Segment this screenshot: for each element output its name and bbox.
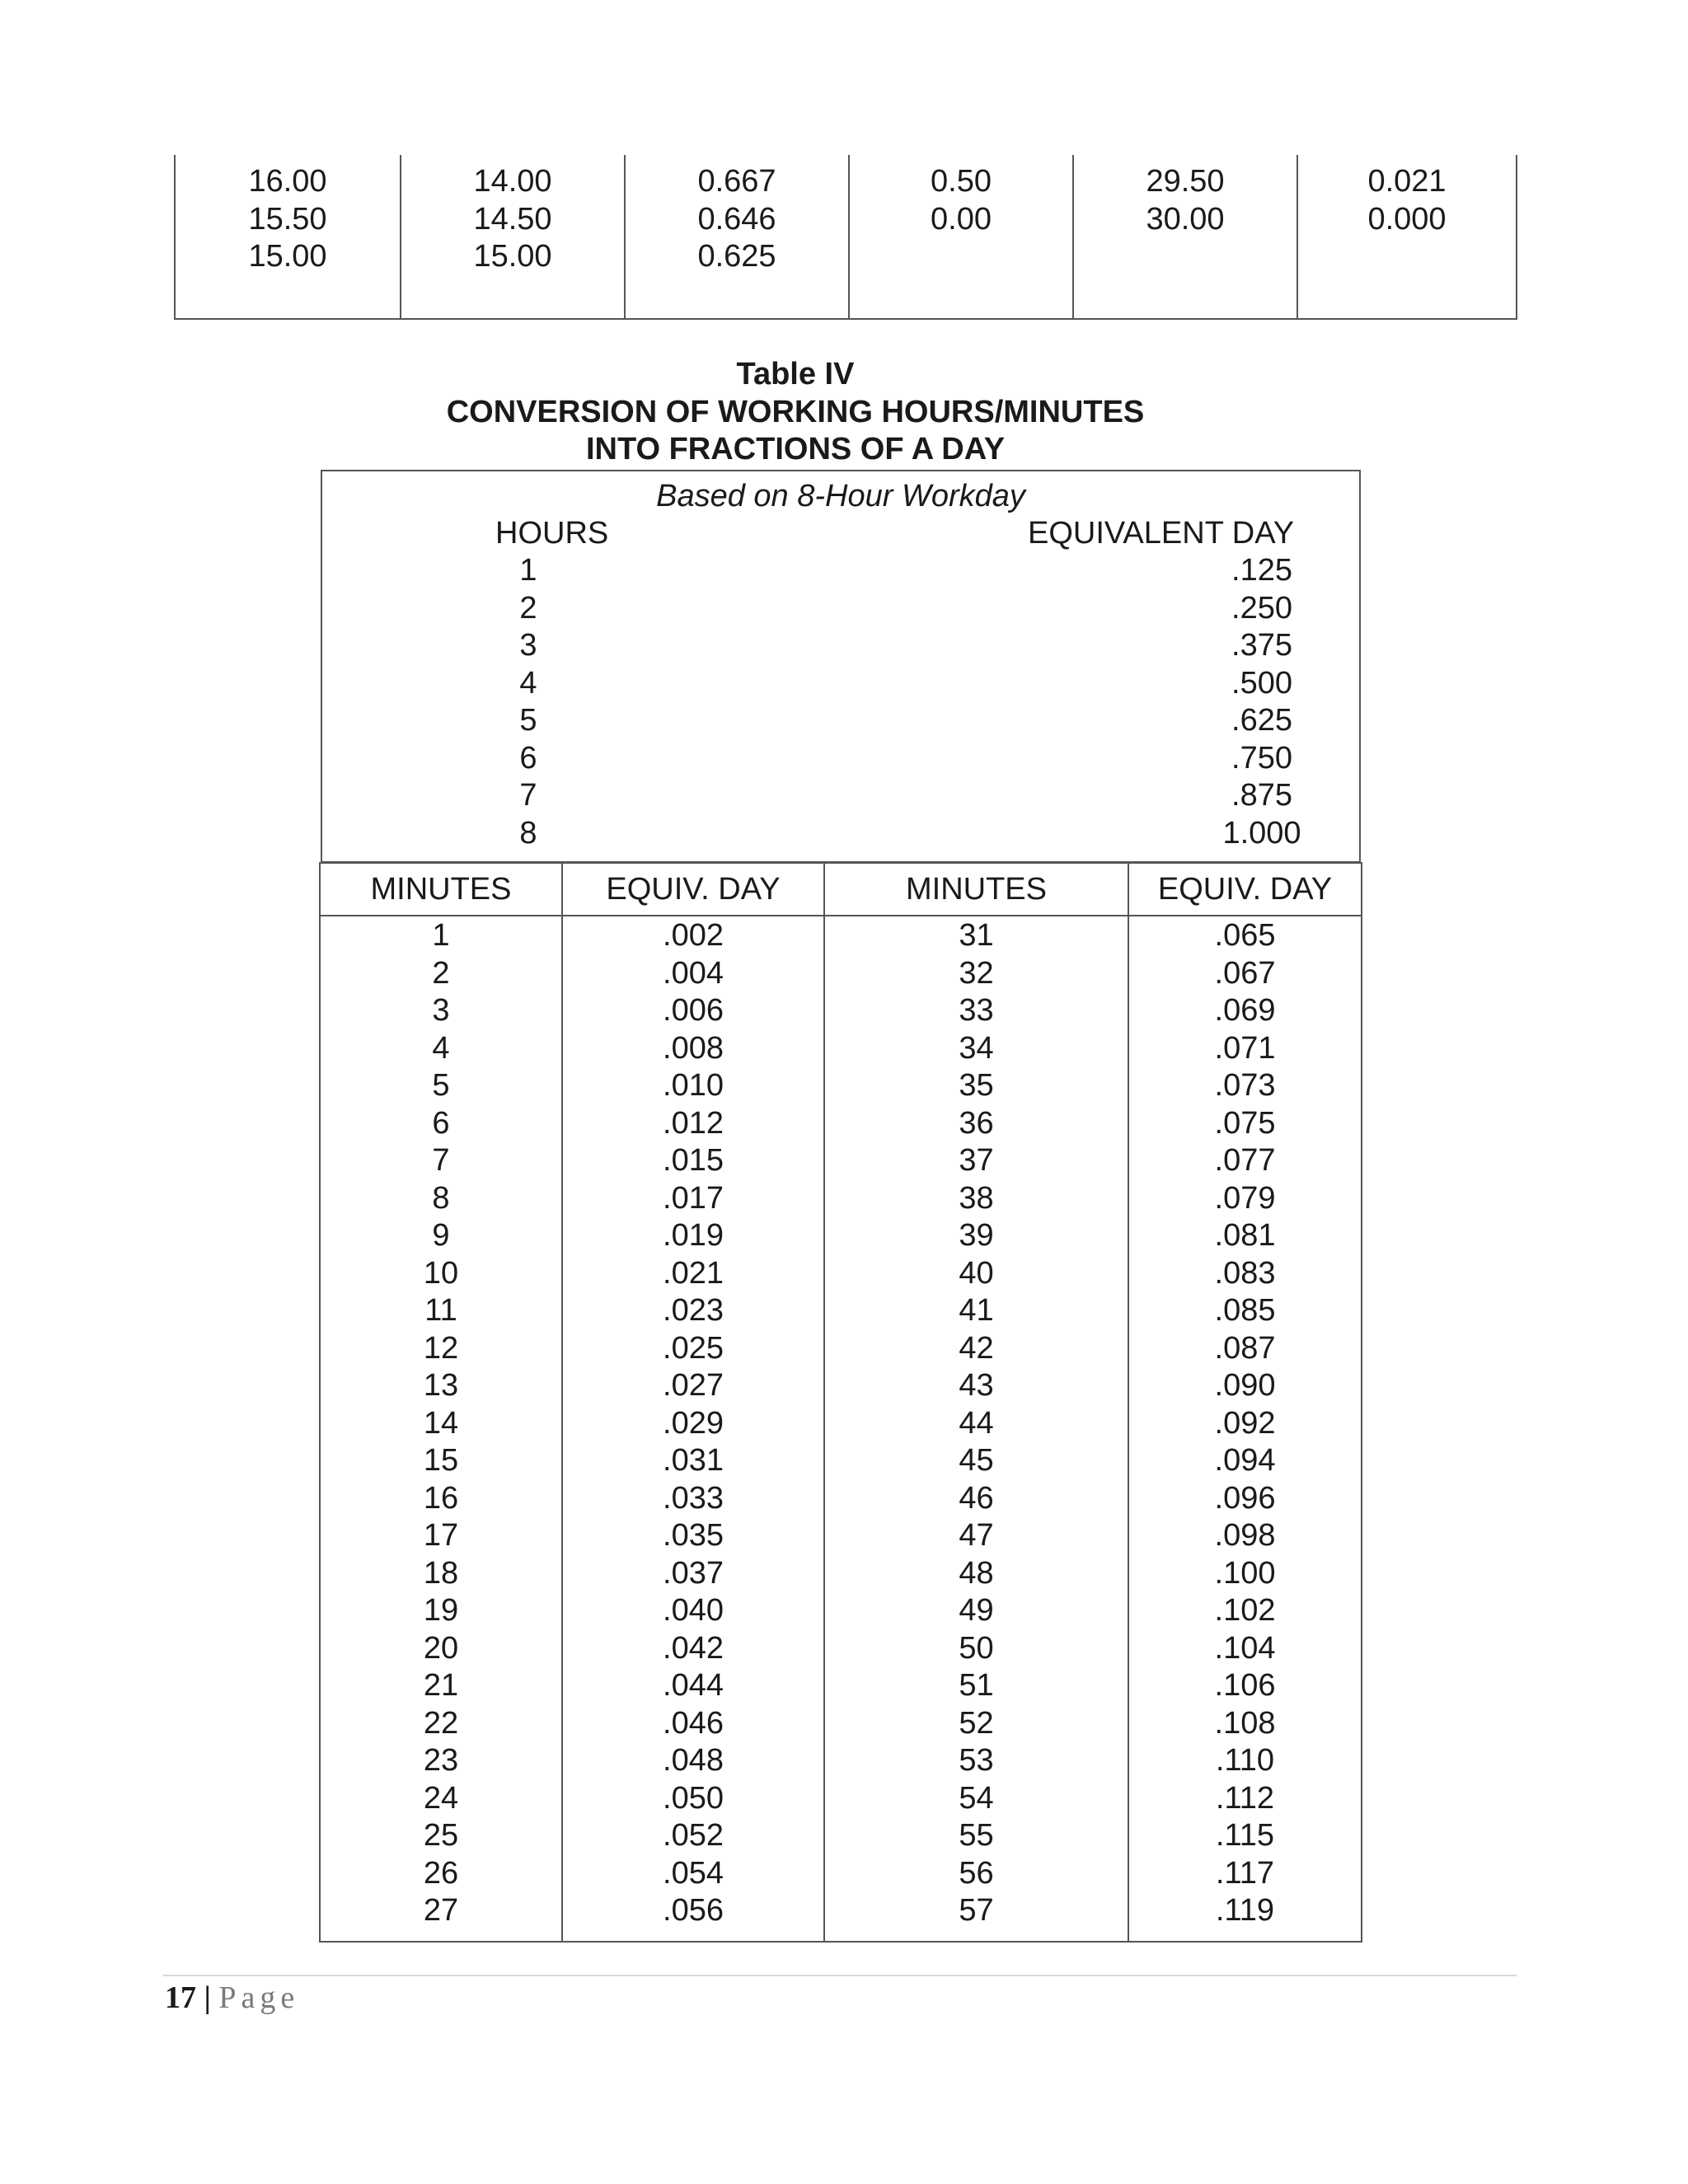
equiv-right-column-cell: .077: [1214, 1143, 1276, 1178]
equiv-right-column-cell: .075: [1214, 1105, 1276, 1141]
minutes-table-body: [321, 916, 1361, 1941]
equiv-right-column-cell: .115: [1215, 1818, 1275, 1853]
minutes-right-column-cell: 41: [959, 1293, 994, 1328]
minutes-left-column-cell: 16: [423, 1480, 459, 1516]
equiv-left-column: [561, 916, 823, 1941]
equiv-right-column-cell: .119: [1215, 1893, 1275, 1928]
minutes-right-column-cell: 46: [959, 1480, 994, 1516]
equiv-left-column-cell: .015: [663, 1143, 724, 1178]
equiv-left-column-cell: .046: [663, 1705, 724, 1741]
top-col-3-cell: 0.667: [697, 164, 776, 199]
minutes-left-column-cell: 13: [423, 1368, 459, 1403]
hours-column-cell: 7: [519, 778, 537, 813]
top-col-6-cell: 0.021: [1367, 164, 1447, 199]
equiv-right-column-cell: .081: [1214, 1218, 1276, 1253]
equiv-right-column-cell: .067: [1214, 955, 1276, 991]
hours-equivalent-column: [1204, 552, 1320, 852]
top-col-2-cell: 15.00: [473, 239, 552, 274]
equiv-left-column-cell: .037: [663, 1555, 724, 1591]
minutes-right-column-cell: 42: [959, 1330, 994, 1366]
top-col-6-cell: 0.000: [1367, 201, 1447, 237]
minutes-left-column-cell: 18: [423, 1555, 459, 1591]
equiv-left-column-cell: .021: [663, 1255, 724, 1291]
top-col-6: [1296, 155, 1516, 318]
equiv-left-column-cell: .010: [663, 1068, 724, 1103]
equiv-right-column-cell: .094: [1214, 1443, 1276, 1478]
minutes-right-column-cell: 33: [959, 993, 994, 1028]
hours-column-cell: 2: [519, 590, 537, 626]
equiv-right-column-cell: .098: [1214, 1518, 1276, 1553]
equiv-right-column-cell: .104: [1214, 1630, 1276, 1666]
equiv-left-column-cell: .042: [663, 1630, 724, 1666]
minutes-right-column-cell: 36: [959, 1105, 994, 1141]
hours-equivalent-column-cell: .625: [1231, 703, 1292, 738]
hours-column-cell: 1: [519, 553, 537, 588]
minutes-right-column-cell: 44: [959, 1405, 994, 1441]
page-number: 17: [165, 1980, 196, 2015]
hours-column-cell: 4: [519, 665, 537, 701]
equiv-right-column-cell: .106: [1214, 1668, 1276, 1703]
table-number: Table IV: [736, 357, 855, 391]
equiv-right-column-cell: .112: [1215, 1780, 1275, 1816]
top-col-2-cell: 14.00: [473, 164, 552, 199]
footer-separator: |: [196, 1980, 219, 2015]
equiv-right-column-cell: .096: [1214, 1480, 1276, 1516]
header-minutes-right: MINUTES: [823, 864, 1128, 915]
equiv-right-column-cell: .073: [1214, 1068, 1276, 1103]
minutes-left-column-cell: 12: [423, 1330, 459, 1366]
minutes-right-column-cell: 51: [959, 1668, 994, 1703]
equiv-left-column-cell: .019: [663, 1218, 724, 1253]
equiv-left-column-cell: .056: [663, 1893, 724, 1928]
minutes-left-column-cell: 20: [423, 1630, 459, 1666]
hours-column-cell: 5: [519, 703, 537, 738]
equiv-left-column-cell: .006: [663, 993, 724, 1028]
minutes-right-column-cell: 56: [959, 1855, 994, 1891]
hours-column-cell: 6: [519, 740, 537, 776]
minutes-left-column-cell: 21: [423, 1668, 459, 1703]
top-col-4-cell: 0.50: [931, 164, 992, 199]
header-minutes-left: MINUTES: [370, 871, 512, 907]
equiv-left-column-cell: .027: [663, 1368, 724, 1403]
equiv-right-column-cell: .079: [1214, 1180, 1276, 1216]
top-col-1: [176, 155, 400, 318]
header-equiv-right: EQUIV. DAY: [1128, 864, 1361, 915]
minutes-right-column-cell: 52: [959, 1705, 994, 1741]
top-col-3: [624, 155, 848, 318]
equiv-left-column-cell: .023: [663, 1293, 724, 1328]
equiv-left-column-cell: .012: [663, 1105, 724, 1141]
hours-column-cell: 8: [519, 815, 537, 851]
minutes-conversion-table: [319, 862, 1362, 1943]
equiv-right-column-cell: .108: [1214, 1705, 1276, 1741]
top-col-3-cell: 0.646: [697, 201, 776, 237]
hours-column: [504, 552, 553, 852]
minutes-right-column-cell: 37: [959, 1143, 994, 1178]
equiv-left-column-cell: .008: [663, 1030, 724, 1066]
minutes-left-column-cell: 25: [423, 1818, 459, 1853]
minutes-right-column-cell: 32: [959, 955, 994, 991]
minutes-left-column-cell: 24: [423, 1780, 459, 1816]
equiv-right-column-cell: .117: [1215, 1855, 1275, 1891]
equiv-left-column-cell: .035: [663, 1518, 724, 1553]
minutes-right-column-cell: 54: [959, 1780, 994, 1816]
minutes-right-column-cell: 49: [959, 1593, 994, 1628]
minutes-left-column-cell: 3: [432, 993, 450, 1028]
hours-conversion-box: [321, 470, 1361, 863]
equiv-right-column-cell: .071: [1214, 1030, 1276, 1066]
minutes-left-column-cell: 19: [423, 1593, 459, 1628]
minutes-right-column-cell: 50: [959, 1630, 994, 1666]
minutes-right-column-cell: 47: [959, 1518, 994, 1553]
minutes-table-header: [321, 864, 1361, 916]
hours-equivalent-column-cell: .750: [1231, 740, 1292, 776]
top-col-1-cell: 15.00: [248, 239, 327, 274]
equiv-right-column-cell: .102: [1214, 1593, 1276, 1628]
minutes-left-column-cell: 9: [432, 1218, 450, 1253]
workday-basis-note: Based on 8-Hour Workday: [656, 479, 1025, 513]
minutes-left-column-cell: 11: [424, 1293, 457, 1328]
equiv-left-column-cell: .029: [663, 1405, 724, 1441]
equiv-right-column-cell: .069: [1214, 993, 1276, 1028]
equiv-left-column-cell: .050: [663, 1780, 724, 1816]
top-col-4: [848, 155, 1072, 318]
minutes-right-column-cell: 40: [959, 1255, 994, 1291]
equiv-right-column-cell: .085: [1214, 1293, 1276, 1328]
equiv-right-column: [1128, 916, 1361, 1941]
minutes-right-column-cell: 34: [959, 1030, 994, 1066]
top-col-5: [1072, 155, 1296, 318]
minutes-right-column-cell: 38: [959, 1180, 994, 1216]
equiv-right-column-cell: .092: [1214, 1405, 1276, 1441]
hours-equivalent-column-cell: .875: [1231, 778, 1292, 813]
hours-equivalent-column-cell: .125: [1231, 553, 1292, 588]
minutes-right-column-cell: 35: [959, 1068, 994, 1103]
minutes-left-column-cell: 27: [423, 1893, 459, 1928]
hours-equivalent-column-cell: 1.000: [1222, 815, 1301, 851]
minutes-right-column-cell: 53: [959, 1743, 994, 1778]
top-col-2: [400, 155, 624, 318]
hours-header: HOURS: [495, 516, 609, 551]
minutes-left-column-cell: 17: [423, 1518, 459, 1553]
page-label: Page: [218, 1980, 300, 2015]
minutes-right-column-cell: 43: [959, 1368, 994, 1403]
minutes-left-column-cell: 26: [423, 1855, 459, 1891]
top-col-1-cell: 16.00: [248, 164, 327, 199]
minutes-left-column-cell: 14: [423, 1405, 459, 1441]
equiv-right-column-cell: .083: [1214, 1255, 1276, 1291]
minutes-right-column-cell: 57: [959, 1893, 994, 1928]
equiv-left-column-cell: .002: [663, 918, 724, 953]
top-col-5-cell: 30.00: [1146, 201, 1225, 237]
equivalent-day-header: EQUIVALENT DAY: [1028, 516, 1295, 551]
equiv-left-column-cell: .048: [663, 1743, 724, 1778]
minutes-left-column-cell: 10: [423, 1255, 459, 1291]
header-equiv-left: EQUIV. DAY: [561, 864, 823, 915]
top-col-1-cell: 15.50: [248, 201, 327, 237]
minutes-left-column-cell: 15: [423, 1443, 459, 1478]
equiv-right-column-cell: .110: [1215, 1743, 1275, 1778]
minutes-left-column-cell: 23: [423, 1743, 459, 1778]
minutes-right-column-cell: 48: [959, 1555, 994, 1591]
table-title-line-2: INTO FRACTIONS OF A DAY: [585, 432, 1006, 466]
equiv-right-column-cell: .100: [1214, 1555, 1276, 1591]
minutes-left-column-cell: 7: [432, 1143, 450, 1178]
top-continuation-table: [174, 155, 1517, 320]
hours-equivalent-column-cell: .500: [1231, 665, 1292, 701]
equiv-left-column-cell: .004: [663, 955, 724, 991]
equiv-left-column-cell: .033: [663, 1480, 724, 1516]
minutes-right-column-cell: 55: [959, 1818, 994, 1853]
equiv-left-column-cell: .044: [663, 1668, 724, 1703]
equiv-left-column-cell: .054: [663, 1855, 724, 1891]
top-col-4-cell: 0.00: [931, 201, 992, 237]
equiv-right-column-cell: .087: [1214, 1330, 1276, 1366]
minutes-left-column-cell: 6: [432, 1105, 450, 1141]
minutes-left-column-cell: 22: [423, 1705, 459, 1741]
minutes-left-column-cell: 5: [432, 1068, 450, 1103]
equiv-left-column-cell: .025: [663, 1330, 724, 1366]
equiv-right-column-cell: .090: [1214, 1368, 1276, 1403]
hours-column-cell: 3: [519, 628, 537, 663]
hours-equivalent-column-cell: .250: [1231, 590, 1292, 626]
minutes-right-column-cell: 31: [959, 918, 994, 953]
equiv-left-column-cell: .017: [663, 1180, 724, 1216]
minutes-right-column-cell: 45: [959, 1443, 994, 1478]
minutes-left-column-cell: 2: [432, 955, 450, 991]
footer-divider: [163, 1975, 1517, 1976]
hours-equivalent-column-cell: .375: [1231, 628, 1292, 663]
minutes-right-column: [823, 916, 1128, 1941]
minutes-left-column-cell: 4: [432, 1030, 450, 1066]
minutes-left-column-cell: 1: [432, 918, 450, 953]
top-col-2-cell: 14.50: [473, 201, 552, 237]
equiv-left-column-cell: .031: [663, 1443, 724, 1478]
equiv-left-column-cell: .040: [663, 1593, 724, 1628]
table-title-line-1: CONVERSION OF WORKING HOURS/MINUTES: [446, 395, 1145, 429]
top-col-5-cell: 29.50: [1146, 164, 1225, 199]
minutes-left-column: [321, 916, 561, 1941]
equiv-left-column-cell: .052: [663, 1818, 724, 1853]
minutes-right-column-cell: 39: [959, 1218, 994, 1253]
minutes-left-column-cell: 8: [432, 1180, 450, 1216]
equiv-right-column-cell: .065: [1214, 918, 1276, 953]
top-col-3-cell: 0.625: [697, 239, 776, 274]
page-footer: [165, 1980, 299, 2017]
